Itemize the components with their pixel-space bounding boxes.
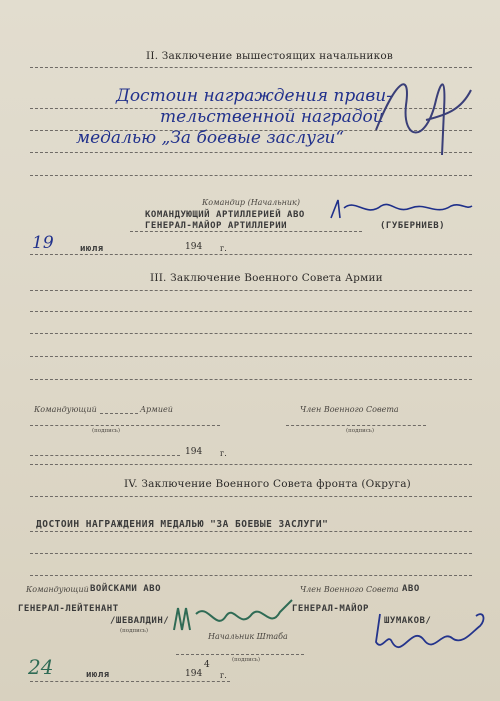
- rule: [30, 455, 180, 456]
- rule: [30, 425, 220, 426]
- rule: [30, 553, 472, 554]
- typed-conclusion: ДОСТОИН НАГРАЖДЕНИЯ МЕДАЛЬЮ "ЗА БОЕВЫЕ ЗАСЛУГИ": [36, 519, 329, 530]
- council-member-signature: [372, 602, 492, 662]
- council-member-rank: ГЕНЕРАЛ-МАЙОР: [292, 604, 369, 614]
- rule: [30, 464, 472, 465]
- rule: [30, 254, 472, 255]
- commander-label-section-4: Командующий: [26, 585, 89, 594]
- date-day-section-2: 19: [32, 233, 54, 253]
- date-month-section-4: июля: [86, 670, 110, 680]
- rule: [30, 575, 472, 576]
- rule: [30, 379, 472, 380]
- commander-label-section-3: Командующий: [34, 405, 97, 414]
- rule: [30, 290, 472, 291]
- year-suffix-section-3: г.: [220, 449, 227, 458]
- year-digit-section-4: 4: [204, 660, 210, 670]
- date-month-section-2: июля: [80, 244, 104, 254]
- rule: [30, 333, 472, 334]
- commander-signature-caption: (подпись): [120, 628, 149, 634]
- rule: [30, 681, 230, 682]
- rule: [176, 654, 304, 655]
- section-4-heading: IV. Заключение Военного Совета фронта (Округа): [124, 478, 411, 490]
- date-day-section-4: 24: [28, 655, 54, 679]
- rule: [30, 531, 472, 532]
- rule: [30, 311, 472, 312]
- commander-label: Командир (Начальник): [202, 198, 300, 207]
- army-label: Армией: [140, 405, 173, 414]
- commander-name: (ГУБЕРНИЕВ): [380, 221, 446, 231]
- commander-name-section-4: /ШЕВАЛДИН/: [110, 616, 170, 626]
- rule: [30, 175, 472, 176]
- handwritten-recommendation-line-3: медалью „За боевые заслуги“: [76, 128, 345, 148]
- section-3-heading: III. Заключение Военного Совета Армии: [150, 272, 383, 284]
- rule: [30, 356, 472, 357]
- signature-caption-right: (подпись): [346, 428, 375, 434]
- council-member-name: ШУМАКОВ/: [384, 616, 432, 626]
- date-year-section-4: 194: [185, 669, 203, 679]
- year-suffix-section-4: г.: [220, 671, 227, 680]
- handwritten-recommendation-line-1: Достоин награждения прави-: [116, 86, 392, 106]
- handwritten-recommendation-line-2: тельственной наградой: [160, 107, 384, 127]
- rule: [286, 425, 426, 426]
- stamp-line-2: ГЕНЕРАЛ-МАЙОР АРТИЛЛЕРИИ: [145, 221, 288, 231]
- rule: [130, 231, 362, 232]
- council-member-label-section-3: Член Военного Совета: [300, 405, 399, 414]
- approval-signature-scribble: [366, 60, 476, 160]
- chief-signature-caption: (подпись): [232, 657, 261, 663]
- signature-caption-left: (подпись): [92, 428, 121, 434]
- council-member-typed-section-4: АВО: [402, 584, 420, 594]
- chief-of-staff-label: Начальник Штаба: [208, 632, 288, 641]
- year-suffix-section-2: г.: [220, 244, 227, 253]
- commander-typed-section-4: ВОЙСКАМИ АВО: [90, 584, 162, 594]
- date-year-section-2: 194: [185, 242, 203, 252]
- rule: [30, 496, 472, 497]
- stamp-line-1: КОМАНДУЮЩИЙ АРТИЛЛЕРИЕЙ АВО: [145, 210, 305, 220]
- year-section-3: 194: [185, 447, 203, 457]
- council-member-label-section-4: Член Военного Совета: [300, 585, 399, 594]
- rule: [100, 413, 138, 414]
- commander-rank: ГЕНЕРАЛ-ЛЕЙТЕНАНТ: [18, 604, 119, 614]
- section-2-heading: II. Заключение вышестоящих начальников: [146, 50, 393, 62]
